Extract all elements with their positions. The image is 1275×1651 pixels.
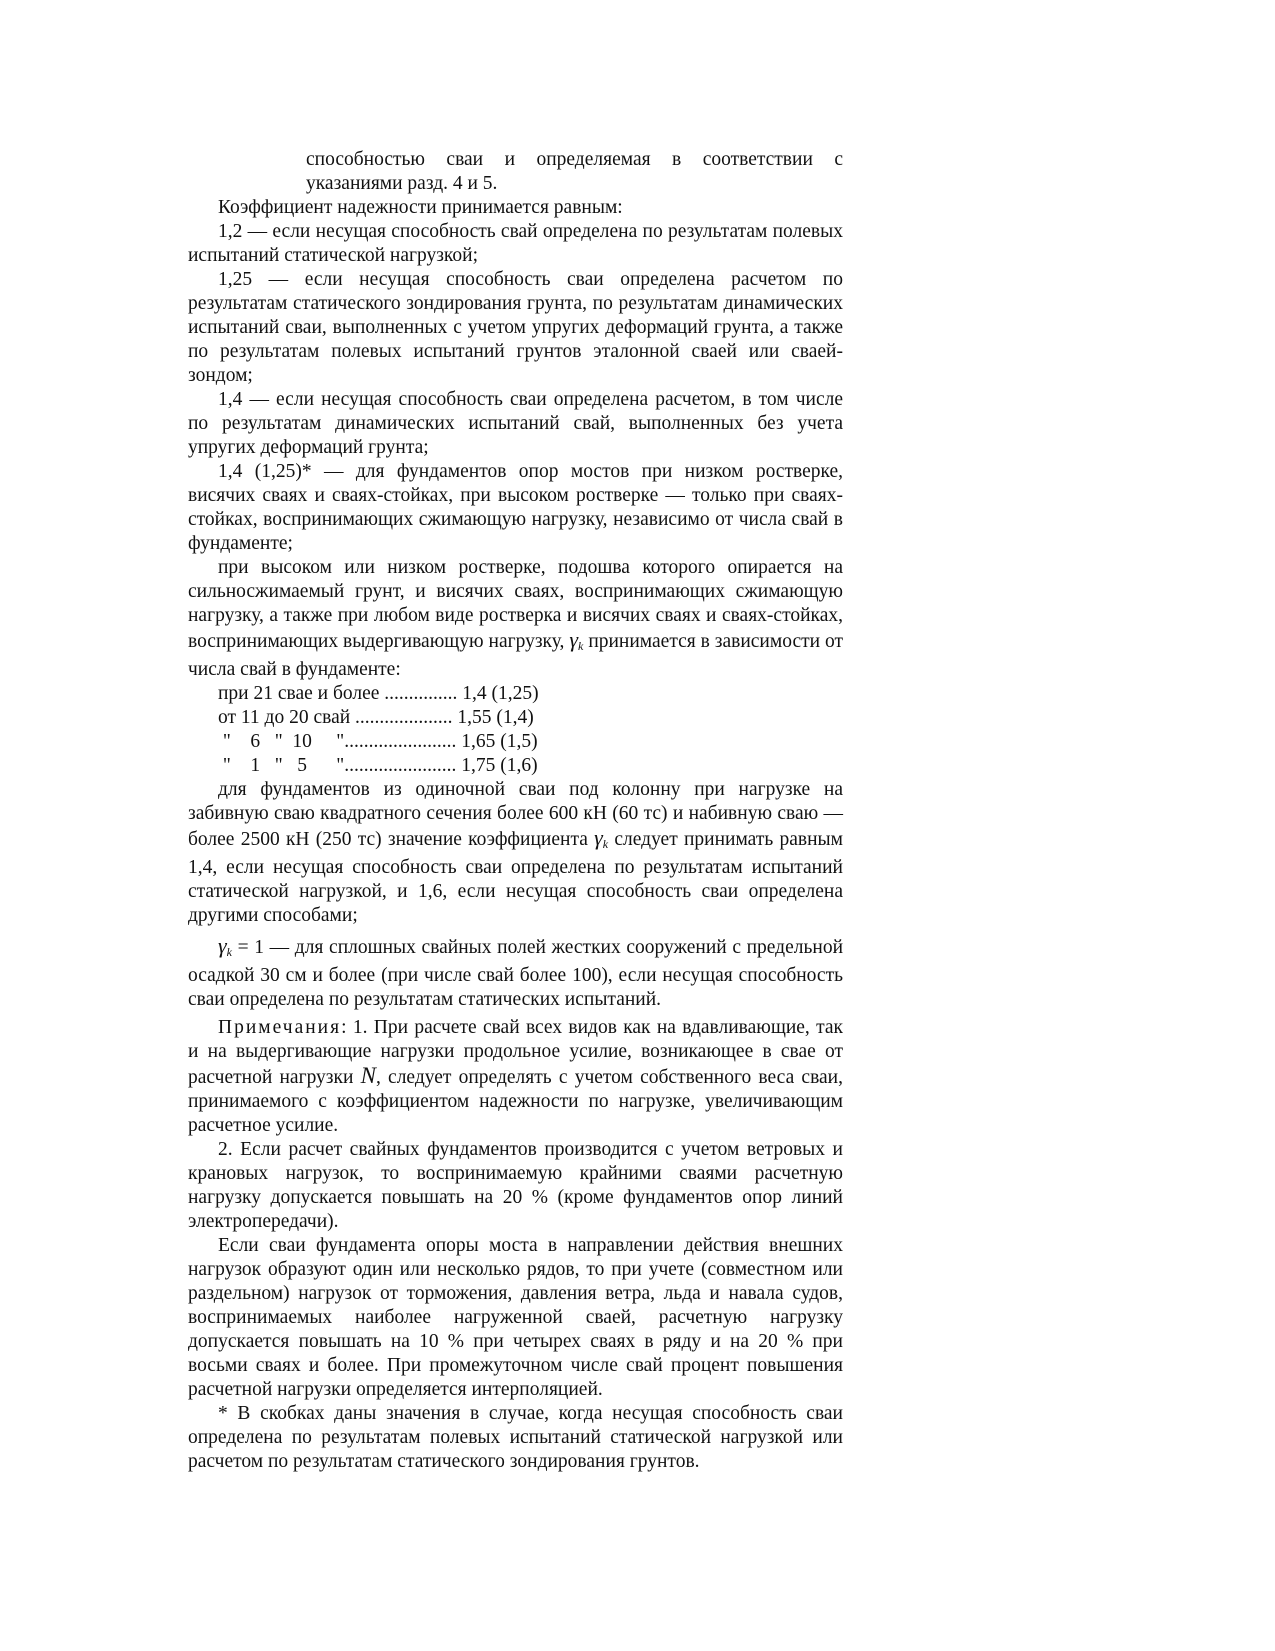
item-high-grillage xyxy=(188,556,843,682)
coef-intro: Коэффициент надежности принимается равным: xyxy=(218,197,623,218)
table-row: " 1 " 5 "....................... 1,75 (1,6) xyxy=(218,755,538,776)
gamma-k-symbol: $\gamma_k$ xyxy=(218,933,232,959)
table-row: " 6 " 10 "....................... 1,65 (1,5) xyxy=(218,731,538,752)
notes-label: Примечания xyxy=(218,1017,342,1038)
table-row: от 11 до 20 свай .................... 1,55 (1,4) xyxy=(218,707,534,728)
pile-count-table xyxy=(188,682,843,778)
item-high-grillage-text: при высоком или низком ростверке, подошва которого опирается на сильносжимаемый грунт, и висячих сваях, воспринимающих сжимающую нагрузку, а также при любом виде ростверка и висячих сваях и сваях-стойках, воспринимающих выдергивающую нагрузку, xyxy=(188,557,843,652)
gamma-k-symbol: $\gamma_k$ xyxy=(569,627,584,653)
item-high-grillage-tail: принимается в зависимости от числа свай в фундаменте: xyxy=(188,631,843,680)
note-1: Примечания: 1. При расчете свай всех видов как на вдавливающие, так и на выдергивающие нагрузки продольное усилие, возникающее в свае от расчетной нагрузки N, следует определять с учетом собственного веса сваи, принимаемого с коэффициентом надежности по нагрузке, увеличивающим расчетное усилие. xyxy=(188,1017,843,1136)
intro-continuation: способностью сваи и определяемая в соответствии с указаниями разд. 4 и 5. xyxy=(306,149,843,194)
n-symbol: N xyxy=(360,1063,376,1088)
single-pile-paragraph: для фундаментов из одиночной сваи под колонну при нагрузке на забивную сваю квадратного сечения более 600 кН (60 тс) и набивную сваю — более 2500 кН (250 тс) значение коэффициента $\gamma_k$ следует принимать равным 1,4, если несущая способность сваи определена по результатам испытаний статической нагрузкой, и 1,6, если несущая способность сваи определена другими способами; xyxy=(188,779,843,926)
gamma-k-symbol: $\gamma_k$ xyxy=(594,825,609,851)
footnote: * В скобках даны значения в случае, когда несущая способность сваи определена по результатам полевых испытаний статической нагрузкой или расчетом по результатам статического зондирования грунтов. xyxy=(188,1403,843,1472)
solid-field-paragraph: $\gamma_k = 1$ — для сплошных свайных полей жестких сооружений с предельной осадкой 30 см и более (при числе свай более 100), если несущая способность сваи определена по результатам статических испытаний. xyxy=(188,933,844,1010)
item-1-4: 1,4 — если несущая способность сваи определена расчетом, в том числе по результатам динамических испытаний свай, выполненных без учета упругих деформаций грунта; xyxy=(188,389,843,458)
item-1-4-bridges: 1,4 (1,25)* — для фундаментов опор мостов при низком ростверке, висячих сваях и сваях-стойках, при высоком ростверке — только при сваях-стойках, воспринимающих сжимающую нагрузку, независимо от числа свай в фундаменте; xyxy=(188,461,843,554)
item-1-2: 1,2 — если несущая способность свай определена по результатам полевых испытаний статической нагрузкой; xyxy=(188,221,843,266)
table-row: при 21 сваe и более ............... 1,4 (1,25) xyxy=(218,683,539,704)
document-page xyxy=(188,148,843,1474)
note-3: Если сваи фундамента опоры моста в направлении действия внешних нагрузок образуют один или несколько рядов, то при учете (совместном или раздельном) нагрузок от торможения, давления ветра, льда и навала судов, воспринимаемых наиболее нагруженной сваей, расчетную нагрузку допускается повышать на 10 % при четырех сваях в ряду и на 20 % при восьми сваях и более. При промежуточном числе свай процент повышения расчетной нагрузки определяется интерполяцией. xyxy=(188,1235,843,1400)
note-2: 2. Если расчет свайных фундаментов производится с учетом ветровых и крановых нагрузок, то воспринимаемую крайними сваями расчетную нагрузку допускается повышать на 20 % (кроме фундаментов опор линий электропередачи). xyxy=(188,1139,843,1232)
item-1-25: 1,25 — если несущая способность сваи определена расчетом по результатам статического зондирования грунта, по результатам динамических испытаний сваи, выполненных с учетом упругих деформаций грунта, а также по результатам полевых испытаний грунтов эталонной сваей или сваей-зондом; xyxy=(188,269,843,386)
